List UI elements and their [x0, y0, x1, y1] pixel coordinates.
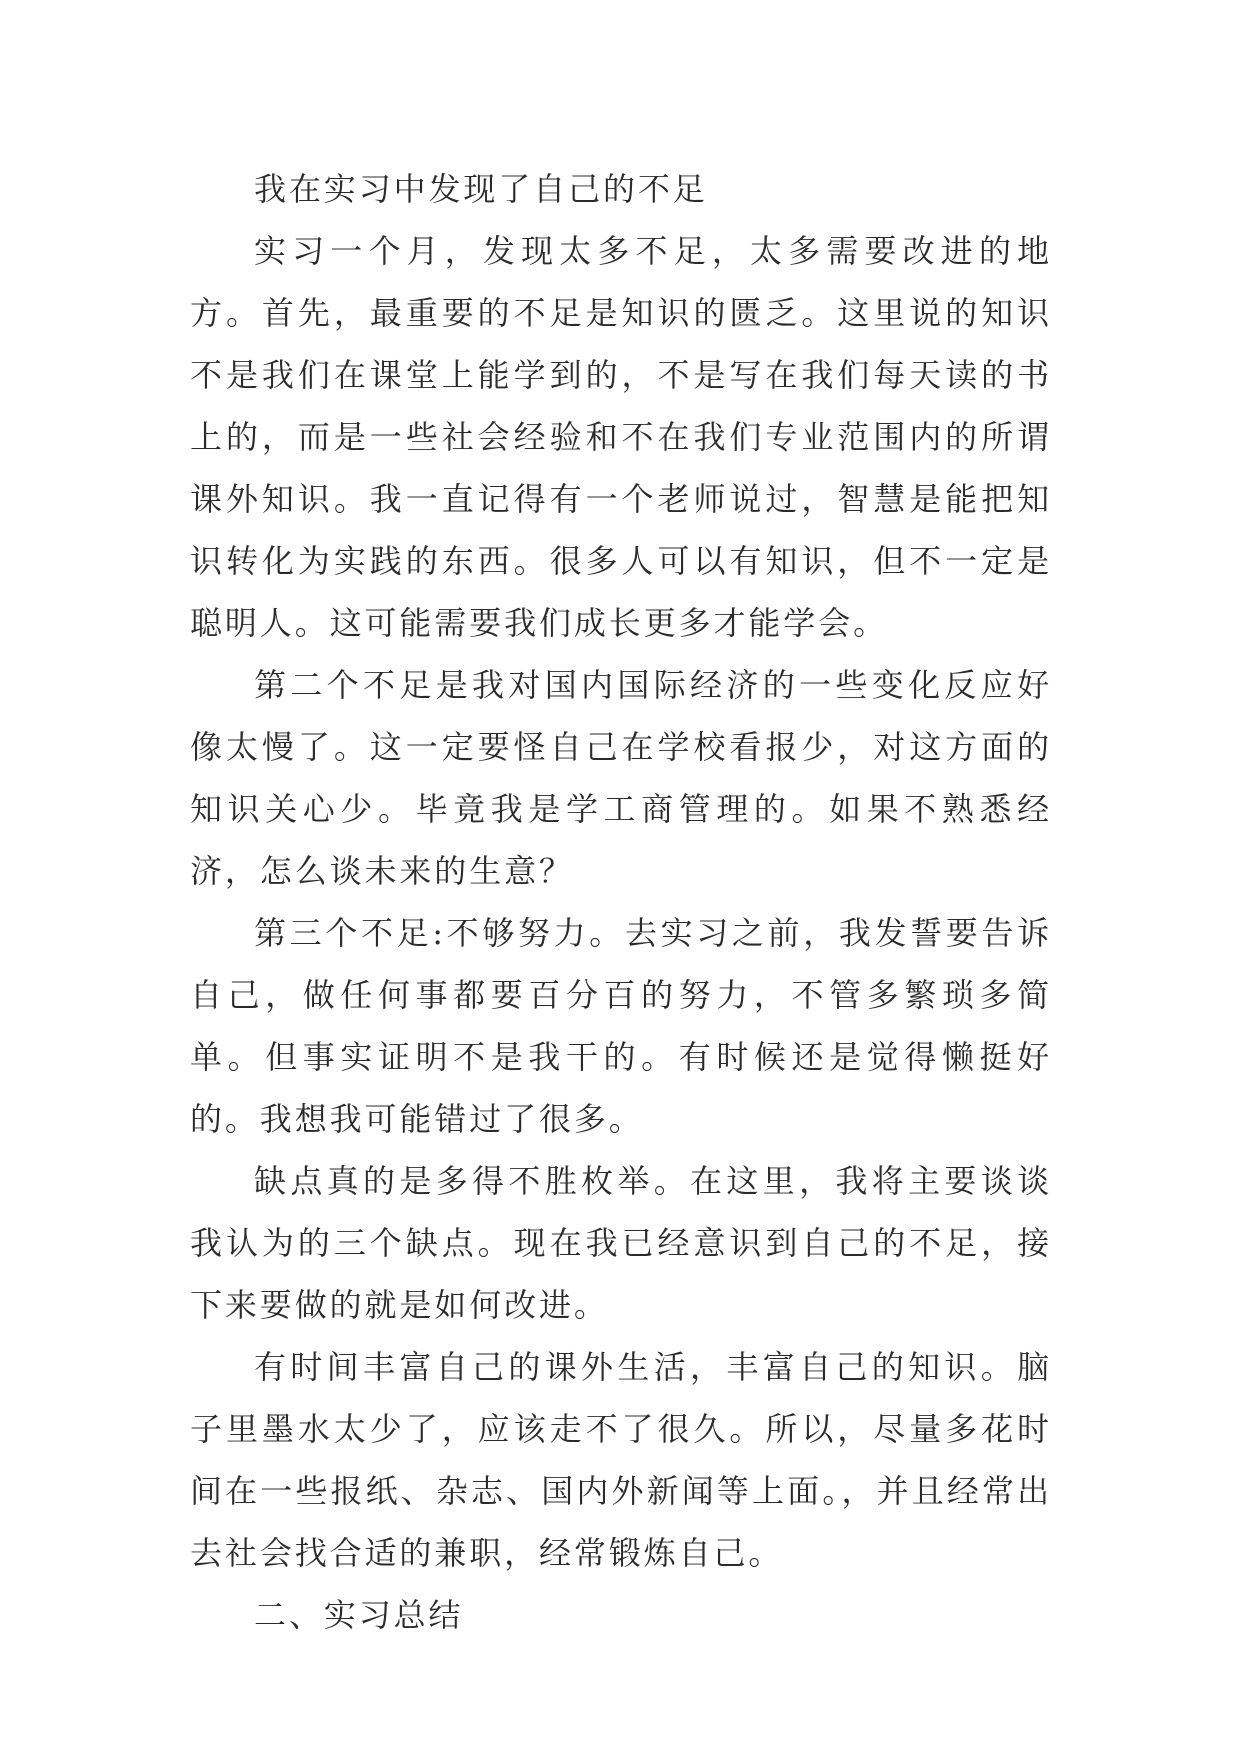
paragraph-heading: 我在实习中发现了自己的不足	[254, 170, 708, 208]
document-body	[190, 158, 1052, 1646]
paragraph: 实习一个月，发现太多不足，太多需要改进的地方。首先，最重要的不足是知识的匮乏。这里说的知识不是我们在课堂上能学到的，不是写在我们每天读的书上的，而是一些社会经验和不在我们专业范围内的所谓课外知识。我一直记得有一个老师说过，智慧是能把知识转化为实践的东西。很多人可以有知识，但不一定是聪明人。这可能需要我们成长更多才能学会。	[190, 232, 1052, 642]
section-heading: 二、实习总结	[254, 1596, 464, 1634]
paragraph: 有时间丰富自己的课外生活，丰富自己的知识。脑子里墨水太少了，应该走不了很久。所以，尽量多花时间在一些报纸、杂志、国内外新闻等上面。，并且经常出去社会找合适的兼职，经常锻炼自己。	[190, 1348, 1052, 1572]
paragraph: 第三个不足:不够努力。去实习之前，我发誓要告诉自己，做任何事都要百分百的努力，不管多繁琐多简单。但事实证明不是我干的。有时候还是觉得懒挺好的。我想我可能错过了很多。	[190, 914, 1052, 1138]
paragraph: 第二个不足是我对国内国际经济的一些变化反应好像太慢了。这一定要怪自己在学校看报少，对这方面的知识关心少。毕竟我是学工商管理的。如果不熟悉经济，怎么谈未来的生意？	[190, 666, 1052, 890]
paragraph: 缺点真的是多得不胜枚举。在这里，我将主要谈谈我认为的三个缺点。现在我已经意识到自己的不足，接下来要做的就是如何改进。	[190, 1162, 1052, 1324]
